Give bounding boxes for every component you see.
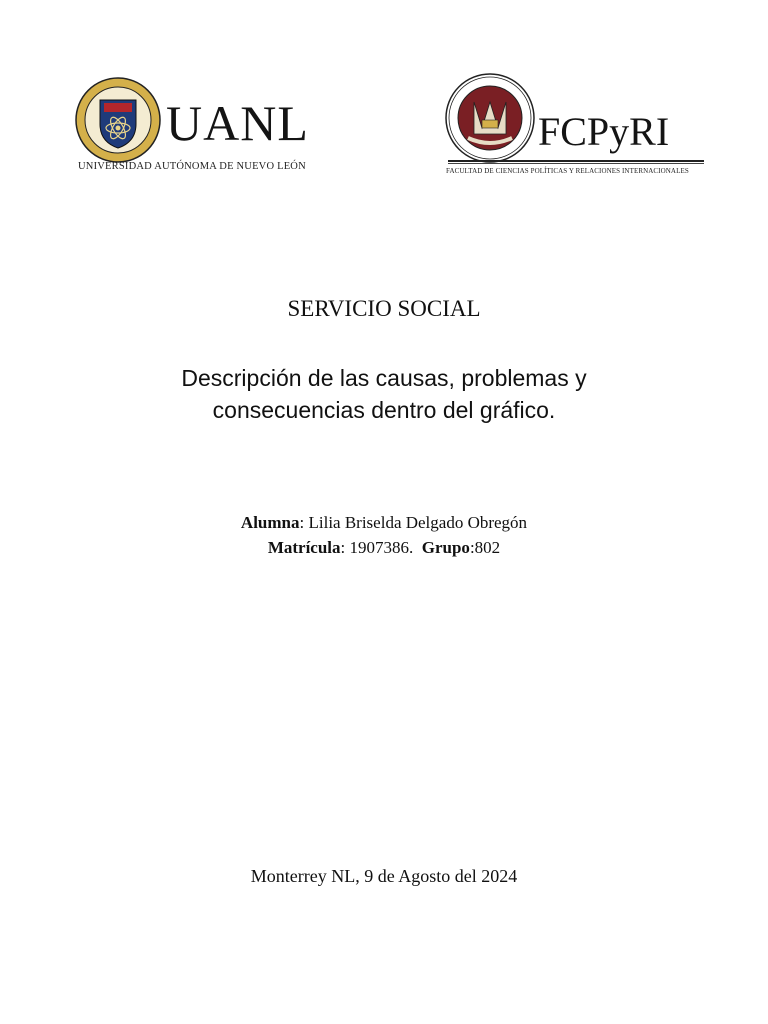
document-subtitle-line-1: Descripción de las causas, problemas y bbox=[181, 365, 587, 391]
uanl-wordmark: UANL bbox=[166, 95, 309, 151]
fcpyri-rule bbox=[448, 160, 704, 162]
student-group: 802 bbox=[474, 538, 501, 557]
student-id: 1907386. bbox=[349, 538, 414, 557]
fcpyri-seal-icon bbox=[444, 72, 536, 164]
fcpyri-subtitle: FACULTAD DE CIENCIAS POLÍTICAS Y RELACIONES INTERNACIONALES bbox=[446, 167, 689, 175]
student-group-label: Grupo bbox=[421, 538, 470, 557]
fcpyri-logo bbox=[444, 72, 709, 182]
fcpyri-wordmark: FCPyRI bbox=[538, 109, 670, 154]
student-name-line: Alumna: Lilia Briselda Delgado Obregón bbox=[240, 513, 528, 532]
document-subtitle-line-2: consecuencias dentro del gráfico. bbox=[212, 397, 556, 423]
place-date: Monterrey NL, 9 de Agosto del 2024 bbox=[250, 866, 518, 886]
fcpyri-rule-thin bbox=[448, 163, 704, 164]
uanl-subtitle: UNIVERSIDAD AUTÓNOMA DE NUEVO LEÓN bbox=[78, 161, 306, 172]
uanl-logo bbox=[74, 76, 324, 176]
document-subtitle bbox=[0, 362, 768, 426]
document-title: SERVICIO SOCIAL bbox=[287, 296, 481, 321]
student-name: Lilia Briselda Delgado Obregón bbox=[308, 513, 528, 532]
student-name-label: Alumna bbox=[240, 513, 300, 532]
student-id-label: Matrícula bbox=[267, 538, 341, 557]
student-id-line: Matrícula: 1907386. Grupo:802 bbox=[267, 538, 501, 557]
uanl-seal-icon bbox=[74, 76, 162, 164]
